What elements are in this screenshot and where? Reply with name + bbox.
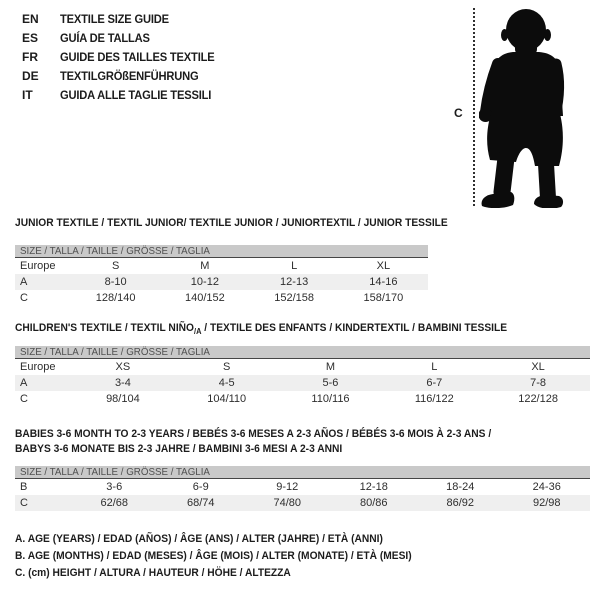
title-sub: /A bbox=[194, 327, 202, 337]
table-cell: S bbox=[111, 260, 120, 272]
babies-size-table bbox=[15, 466, 590, 511]
language-title: TEXTILGRÖßENFÜHRUNG bbox=[60, 69, 199, 83]
height-dotted-line bbox=[473, 8, 475, 206]
table-cell: L bbox=[291, 260, 298, 272]
table-row bbox=[15, 258, 428, 274]
language-row bbox=[22, 67, 226, 86]
row-label: A bbox=[20, 377, 28, 389]
footnote-b-text: B. AGE (MONTHS) / EDAD (MESES) / ÂGE (MOIS) / ALTER (MONATE) / ETÀ (MESI) bbox=[15, 550, 412, 562]
language-code: EN bbox=[22, 12, 39, 26]
table-row bbox=[15, 359, 590, 375]
table-cell: 74/80 bbox=[273, 497, 302, 509]
table-cell: 116/122 bbox=[414, 393, 454, 405]
row-label: C bbox=[20, 292, 28, 304]
row-label: Europe bbox=[20, 260, 56, 272]
footnotes bbox=[15, 531, 442, 582]
table-row bbox=[15, 495, 590, 511]
row-label: C bbox=[20, 497, 28, 509]
footnote-b bbox=[15, 548, 442, 565]
table-cell: XL bbox=[531, 361, 545, 373]
size-header-bar bbox=[15, 346, 590, 359]
table-cell: 80/86 bbox=[359, 497, 388, 509]
title-post: / TEXTILE DES ENFANTS / KINDERTEXTIL / BAMBINI TESSILE bbox=[201, 322, 508, 334]
table-cell: 12-13 bbox=[280, 276, 309, 288]
language-row bbox=[22, 48, 226, 67]
babies-table-title-line1: BABIES 3-6 MONTH TO 2-3 YEARS / BEBÉS 3-6 MESES A 2-3 AÑOS / BÉBÉS 3-6 MOIS À 2-3 ANS / bbox=[15, 428, 492, 440]
table-cell: 62/68 bbox=[100, 497, 129, 509]
table-cell: 7-8 bbox=[530, 377, 547, 389]
language-code: ES bbox=[22, 31, 39, 45]
table-row bbox=[15, 290, 428, 306]
table-cell: S bbox=[223, 361, 231, 373]
language-code: DE bbox=[22, 69, 39, 83]
language-title: TEXTILE SIZE GUIDE bbox=[60, 12, 169, 26]
table-cell: 110/116 bbox=[311, 393, 350, 405]
row-label: A bbox=[20, 276, 28, 288]
junior-size-table bbox=[15, 245, 428, 306]
row-label: C bbox=[20, 393, 28, 405]
table-row bbox=[15, 274, 428, 290]
size-header-label: SIZE / TALLA / TAILLE / GRÖSSE / TAGLIA bbox=[20, 466, 210, 478]
row-label: Europe bbox=[20, 361, 56, 373]
title-pre: CHILDREN'S TEXTILE / TEXTIL NIÑO bbox=[15, 322, 195, 334]
language-row bbox=[22, 86, 226, 105]
table-cell: 8-10 bbox=[104, 276, 127, 288]
size-header-bar bbox=[15, 245, 428, 258]
table-cell: 3-6 bbox=[106, 481, 123, 493]
table-row bbox=[15, 479, 590, 495]
children-table-title-text bbox=[15, 322, 507, 336]
table-cell: 158/170 bbox=[363, 292, 404, 304]
language-code: IT bbox=[22, 88, 33, 102]
table-cell: 68/74 bbox=[186, 497, 215, 509]
children-size-table bbox=[15, 346, 590, 407]
table-cell: 86/92 bbox=[446, 497, 475, 509]
size-header-bar bbox=[15, 466, 590, 479]
language-row bbox=[22, 29, 226, 48]
row-label: B bbox=[20, 481, 28, 493]
table-cell: 4-5 bbox=[218, 377, 235, 389]
table-cell: 12-18 bbox=[359, 481, 388, 493]
footnote-a-text: A. AGE (YEARS) / EDAD (AÑOS) / ÂGE (ANS) / ALTER (JAHRE) / ETÀ (ANNI) bbox=[15, 533, 383, 545]
table-row bbox=[15, 375, 590, 391]
table-cell: 92/98 bbox=[532, 497, 561, 509]
language-list bbox=[22, 10, 226, 105]
table-cell: 104/110 bbox=[207, 393, 247, 405]
language-title: GUIDE DES TAILLES TEXTILE bbox=[60, 50, 215, 64]
table-cell: 6-7 bbox=[426, 377, 443, 389]
babies-table-title bbox=[15, 427, 527, 457]
table-cell: 140/152 bbox=[184, 292, 225, 304]
table-cell: M bbox=[200, 260, 210, 272]
children-table-title bbox=[15, 322, 544, 336]
table-cell: L bbox=[431, 361, 438, 373]
table-cell: M bbox=[325, 361, 336, 373]
table-cell: XS bbox=[115, 361, 131, 373]
table-cell: 152/158 bbox=[274, 292, 314, 304]
table-cell: 122/128 bbox=[518, 393, 558, 405]
table-cell: 98/104 bbox=[106, 393, 140, 405]
table-cell: 6-9 bbox=[192, 481, 209, 493]
junior-table-title bbox=[15, 217, 480, 229]
table-cell: 14-16 bbox=[369, 276, 398, 288]
language-title: GUÍA DE TALLAS bbox=[60, 31, 150, 45]
junior-table-title-text: JUNIOR TEXTILE / TEXTIL JUNIOR/ TEXTILE JUNIOR / JUNIORTEXTIL / JUNIOR TESSILE bbox=[15, 217, 448, 229]
language-title: GUIDA ALLE TAGLIE TESSILI bbox=[60, 88, 212, 102]
table-cell: XL bbox=[376, 260, 391, 272]
language-code: FR bbox=[22, 50, 38, 64]
size-header-label: SIZE / TALLA / TAILLE / GRÖSSE / TAGLIA bbox=[20, 346, 210, 358]
babies-table-title-line2: BABYS 3-6 MONATE BIS 2-3 JAHRE / BAMBINI 3-6 MESI A 2-3 ANNI bbox=[15, 443, 343, 455]
table-cell: 18-24 bbox=[446, 481, 475, 493]
table-cell: 10-12 bbox=[190, 276, 219, 288]
footnote-a bbox=[15, 531, 442, 548]
footnote-c bbox=[15, 565, 442, 582]
size-header-label: SIZE / TALLA / TAILLE / GRÖSSE / TAGLIA bbox=[20, 245, 210, 257]
baby-silhouette-icon bbox=[479, 8, 571, 208]
table-row bbox=[15, 391, 590, 407]
table-cell: 9-12 bbox=[276, 481, 299, 493]
footnote-c-text: C. (cm) HEIGHT / ALTURA / HAUTEUR / HÖHE / ALTEZZA bbox=[15, 567, 291, 579]
table-cell: 24-36 bbox=[532, 481, 561, 493]
language-row bbox=[22, 10, 226, 29]
table-cell: 5-6 bbox=[322, 377, 339, 389]
table-cell: 3-4 bbox=[114, 377, 131, 389]
height-measure-label: C bbox=[454, 106, 463, 120]
table-cell: 128/140 bbox=[95, 292, 136, 304]
